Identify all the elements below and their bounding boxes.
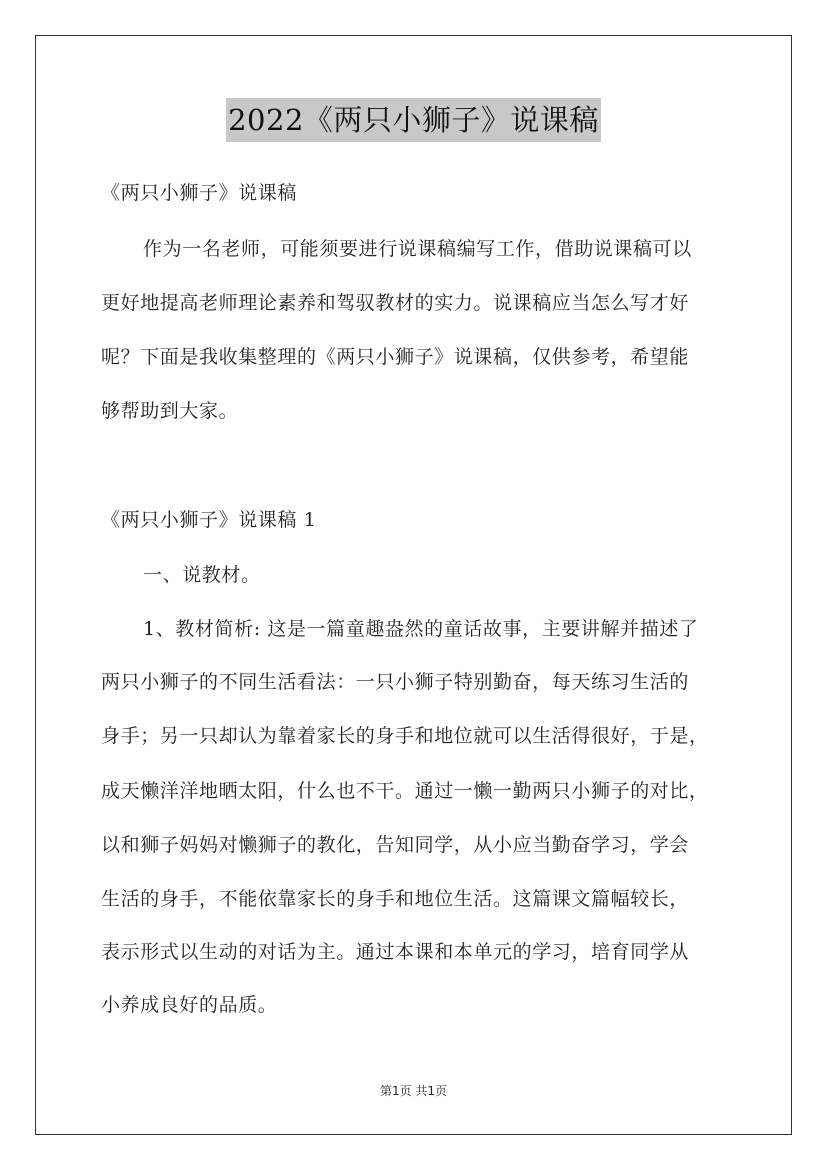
intro-line: 作为一名老师，可能须要进行说课稿编写工作，借助说课稿可以 [143,238,692,260]
intro-line: 更好地提高老师理论素养和驾驭教材的实力。说课稿应当怎么写才好 [101,292,690,314]
body-line: 1、教材简析: 这是一篇童趣盎然的童话故事，主要讲解并描述了 [143,618,699,640]
intro-line: 呢？下面是我收集整理的《两只小狮子》说课稿，仅供参考，希望能 [101,346,690,368]
body-line: 生活的身手，不能依靠家长的身手和地位生活。这篇课文篇幅较长， [101,888,690,910]
body-line: 成天懒洋洋地晒太阳，什么也不干。通过一懒一勤两只小狮子的对比， [101,780,709,802]
body-line: 表示形式以生动的对话为主。通过本课和本单元的学习，培育同学从 [101,941,690,963]
document-title: 2022《两只小狮子》说课稿 [226,98,601,142]
body-line: 身手；另一只却认为靠着家长的身手和地位就可以生活得很好，于是， [101,725,709,747]
body-line: 两只小狮子的不同生活看法：一只小狮子特别勤奋，每天练习生活的 [101,671,690,693]
page-footer: 第1页 共1页 [379,1084,448,1098]
body-line: 小养成良好的品质。 [101,994,278,1016]
title-container [0,98,827,142]
body-line: 以和狮子妈妈对懒狮子的教化，告知同学，从小应当勤奋学习，学会 [101,834,690,856]
section-heading: 《两只小狮子》说课稿 1 [101,509,317,531]
intro-line: 够帮助到大家。 [101,400,239,422]
document-subtitle: 《两只小狮子》说课稿 [101,182,298,204]
subsection-heading: 一、说教材。 [143,564,261,586]
